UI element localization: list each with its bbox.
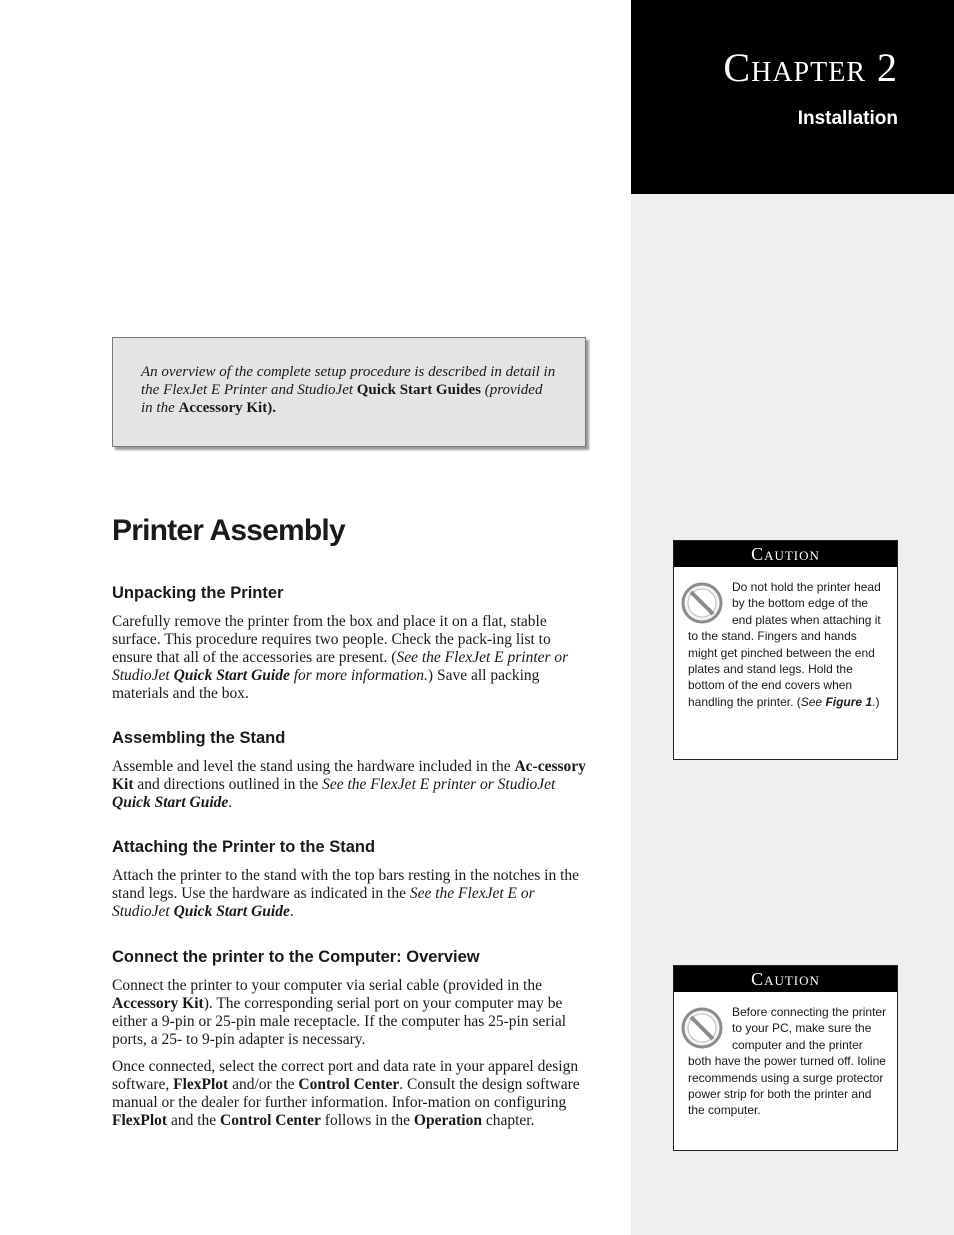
text: ) Save all packing materials and the box. <box>112 667 540 702</box>
text: and/or the <box>228 1076 299 1093</box>
figure-ref: Figure 1 <box>825 694 873 709</box>
text: ). The corresponding serial port on your computer may be either a 9-pin or 25-pin male receptacle. If the computer has 25-pin serial ports, a 25- to 9-pin adapter is necessary. <box>112 995 567 1048</box>
caution-box-2 <box>673 965 898 1151</box>
software-name: FlexPlot <box>112 1112 168 1129</box>
heading-unpacking: Unpacking the Printer <box>112 584 284 602</box>
software-name: Control Center <box>298 1076 400 1093</box>
italic-text: See the FlexJet E or StudioJet <box>112 885 535 920</box>
paragraph-connect-1 <box>112 977 590 1049</box>
text: .) <box>872 694 880 709</box>
caution-label: Caution <box>674 966 897 992</box>
software-name: FlexPlot <box>173 1076 229 1093</box>
paragraph-attach <box>112 867 590 921</box>
overview-guide-name: Quick Start Guides <box>356 382 481 398</box>
kit-name: Accessory Kit <box>112 995 204 1012</box>
overview-text-2: (provided in the <box>141 382 543 416</box>
text: Once connected, select the correct port and data rate in your apparel design software, <box>112 1058 579 1093</box>
text: and the <box>167 1112 221 1129</box>
text: Carefully remove the printer from the box and place it on a flat, stable surface. This procedure requires two people. Check the pack-ing list to ensure that all of the accessories are present. ( <box>112 613 551 666</box>
overview-note <box>112 337 586 447</box>
text: . <box>228 794 233 811</box>
italic-text: for more information. <box>289 667 428 684</box>
prohibition-icon <box>680 581 724 625</box>
text: Do not hold the printer head by the bottom edge of the end plates when attaching it to the stand. Fingers and hands might get pinched between the end plates and stand legs. Hold the bottom of the end covers when handling the printer. ( <box>688 580 881 709</box>
caution-box-1 <box>673 540 898 760</box>
heading-stand: Assembling the Stand <box>112 729 286 747</box>
caution-text <box>674 992 897 1129</box>
italic-text: See the FlexJet E printer or StudioJet <box>112 649 569 684</box>
text: follows in the <box>320 1112 414 1129</box>
text: Connect the printer to your computer via serial cable (provided in the <box>112 977 542 994</box>
section-title: Printer Assembly <box>112 514 345 547</box>
text: Attach the printer to the stand with the top bars resting in the notches in the stand legs. Use the hardware as indicated in the <box>112 867 580 902</box>
italic-text: See <box>800 694 826 709</box>
text: and directions outlined in the <box>133 776 323 793</box>
paragraph-unpacking <box>112 613 590 703</box>
guide-name: Quick Start Guide <box>173 903 290 920</box>
text: . <box>289 903 294 920</box>
paragraph-connect-2 <box>112 1058 590 1130</box>
software-name: Control Center <box>220 1112 321 1129</box>
text: Assemble and level the stand using the hardware included in the <box>112 758 515 775</box>
chapter-header <box>631 0 954 194</box>
text: chapter. <box>481 1112 535 1129</box>
italic-text: See the FlexJet E printer or StudioJet <box>322 776 556 793</box>
prohibition-icon <box>680 1006 724 1050</box>
chapter-name: Operation <box>413 1112 482 1129</box>
chapter-subtitle: Installation <box>797 108 898 129</box>
paragraph-stand <box>112 758 590 812</box>
text: Before connecting the printer to your PC, make sure the computer and the printer both have the power turned off. Ioline recommends using a surge protector power strip for both the printer and the computer. <box>688 1005 887 1118</box>
overview-text: An overview of the complete setup procedure is described in detail in the FlexJet E Printer and StudioJet <box>141 364 556 398</box>
kit-name: Ac-cessory Kit <box>112 758 586 793</box>
text: . Consult the design software manual or the dealer for further information. Infor-mation on configuring <box>112 1076 580 1111</box>
guide-name: Quick Start Guide <box>112 794 229 811</box>
caution-label: Caution <box>674 541 897 567</box>
caution-text <box>674 567 897 720</box>
overview-kit-name: Accessory Kit). <box>178 400 276 416</box>
chapter-title: Chapter 2 <box>723 45 898 90</box>
heading-attach: Attaching the Printer to the Stand <box>112 838 376 856</box>
heading-connect: Connect the printer to the Computer: Overview <box>112 948 480 966</box>
guide-name: Quick Start Guide <box>173 667 290 684</box>
